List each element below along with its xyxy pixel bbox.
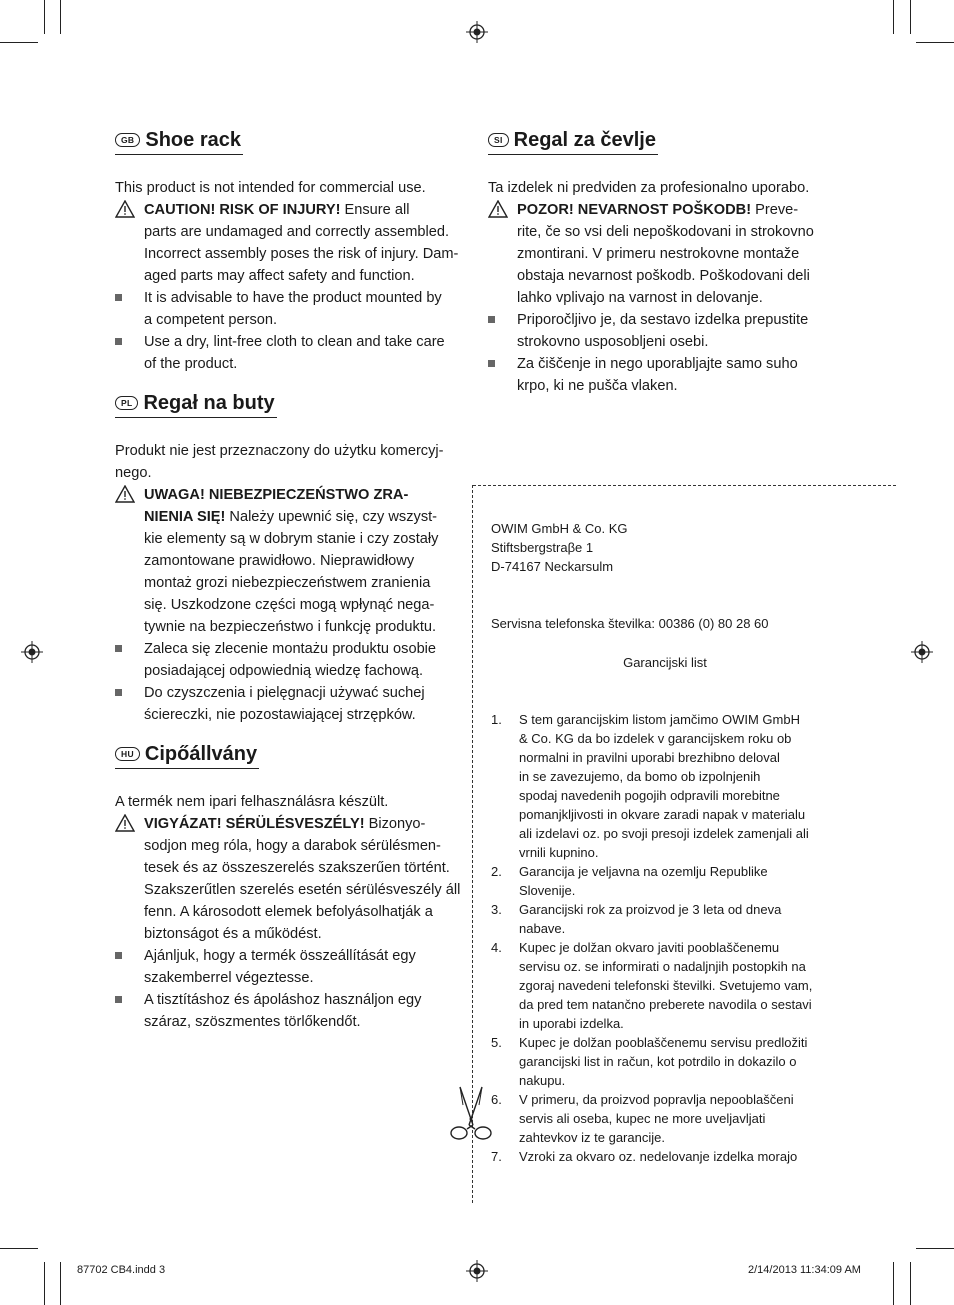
list-item	[115, 682, 467, 726]
warning-text: fenn. A károsodott elemek befolyásolhatják a	[144, 904, 433, 920]
warning-text: Szakszerűtlen szerelés esetén sérülésveszély áll	[144, 882, 461, 898]
list-item-text: Zaleca się zlecenie montażu produktu osobie	[144, 641, 437, 657]
list-item-text: S tem garancijskim listom jamčimo OWIM GmbH	[519, 712, 800, 727]
list-item-text: nabave.	[519, 921, 566, 936]
list-item-text: ściereczki, nie pozostawiającej strzępków.	[144, 707, 416, 723]
section-title: Regał na buty	[143, 392, 275, 414]
warning-text: aged parts may affect safety and function.	[144, 268, 415, 284]
warning-text: Incorrect assembly poses the risk of injury. Dam-	[144, 246, 459, 262]
item-number: 2.	[491, 864, 502, 879]
list-item	[491, 938, 836, 1033]
list-item-text: da pred tem natančno preberete navodila o sestavi	[519, 997, 812, 1012]
list-item	[115, 331, 465, 375]
warning-text: biztonságot és a működést.	[144, 926, 322, 942]
bullet-square	[115, 294, 122, 301]
list-item-text: posiadającej odpowiednią wiedzę fachową.	[144, 663, 424, 679]
warning-block	[488, 199, 843, 309]
section-title: Shoe rack	[145, 129, 241, 151]
bullet-square	[115, 689, 122, 696]
warning-text: Preve-	[751, 202, 799, 218]
section-title-hu	[115, 740, 259, 769]
list-item	[491, 1147, 836, 1166]
list-item-text: spodaj navedenih pogojih odpravili morebitne	[519, 788, 780, 803]
section-title-si	[488, 126, 658, 155]
list-item-text: Kupec je dolžan okvaro javiti pooblaščenemu	[519, 940, 780, 955]
item-number: 4.	[491, 940, 502, 955]
list-item-text: zahtevkov iz te garancije.	[519, 1130, 665, 1145]
list-item-text: Za čiščenje in nego uporabljajte samo suho	[517, 356, 798, 372]
list-item-text: A tisztításhoz és ápoláshoz használjon egy	[144, 992, 422, 1008]
language-badge: HU	[115, 747, 140, 761]
warning-label: NIENIA SIĘ!	[144, 509, 226, 525]
item-number: 5.	[491, 1035, 502, 1050]
warning-text: Należy upewnić się, czy wszyst-	[225, 509, 438, 525]
service-phone: Servisna telefonska številka: 00386 (0) 80 28 60	[491, 616, 769, 631]
list-item-text: strokovno usposobljeni osebi.	[517, 334, 709, 350]
list-item-text: száraz, szöszmentes törlőkendőt.	[144, 1014, 361, 1030]
list-item-text: Do czyszczenia i pielęgnacji używać suchej	[144, 685, 425, 701]
warranty-list	[491, 710, 836, 1166]
bullet-square	[115, 645, 122, 652]
bullet-square	[488, 316, 495, 323]
list-item-text: krpo, ki ne pušča vlaken.	[517, 378, 678, 394]
warning-block	[115, 199, 465, 287]
list-item-text: Kupec je dolžan pooblaščenemu servisu predložiti	[519, 1035, 808, 1050]
list-item-text: vrnili kupnino.	[519, 845, 599, 860]
warning-label: POZOR! NEVARNOST POŠKODB!	[517, 202, 752, 218]
warning-text: tesek és az összeszerelés szakszerűen történt.	[144, 860, 450, 876]
intro-text: A termék nem ipari felhasználásra készült.	[115, 794, 389, 810]
list-item-text: zgoraj navedeni telefonski številki. Svetujemo vam,	[519, 978, 813, 993]
list-item	[491, 1033, 836, 1090]
warning-text: obstaja nevarnost poškodb. Poškodovani deli	[517, 268, 810, 284]
list-item	[115, 287, 465, 331]
list-item	[115, 945, 467, 989]
warning-label: UWAGA! NIEBEZPIECZEŃSTWO ZRA-	[144, 487, 409, 503]
warning-label: CAUTION! RISK OF INJURY!	[144, 202, 341, 218]
company-address	[491, 519, 851, 576]
section-si	[488, 126, 843, 397]
warning-text: kie elementy są w dobrym stanie i czy zostały	[144, 531, 439, 547]
registration-mark-icon	[466, 1260, 488, 1282]
section-gb	[115, 126, 465, 375]
list-item-text: V primeru, da proizvod popravlja nepooblaščeni	[519, 1092, 794, 1107]
bullet-square	[115, 952, 122, 959]
list-item-text: Use a dry, lint-free cloth to clean and take care	[144, 334, 445, 350]
warning-text: tywnie na bezpieczeństwo i funkcję produktu.	[144, 619, 437, 635]
warning-label: VIGYÁZAT! SÉRÜLÉSVESZÉLY!	[144, 816, 365, 832]
footer-datetime: 2/14/2013 11:34:09 AM	[748, 1264, 861, 1276]
list-item-text: servisu oz. se informirati o nadaljnjih postopkih na	[519, 959, 806, 974]
language-badge: PL	[115, 396, 138, 410]
section-hu	[115, 740, 467, 1033]
list-item-text: in se zavezujemo, da bomo ob izpolnjenih	[519, 769, 761, 784]
section-title: Cipőállvány	[144, 743, 258, 765]
warning-text: zmontirani. V primeru nestrokovne montaže	[517, 246, 800, 262]
bullet-square	[115, 996, 122, 1003]
list-item-text: normalni in pravilni uporabi brezhibno deloval	[519, 750, 780, 765]
item-number: 6.	[491, 1092, 502, 1107]
intro-text: nego.	[115, 465, 152, 481]
registration-mark-icon	[466, 21, 488, 43]
list-item	[488, 353, 843, 397]
item-number: 7.	[491, 1149, 502, 1164]
warranty-heading: Garancijski list	[623, 655, 707, 670]
list-item-text: Slovenije.	[519, 883, 576, 898]
company-street: Stiftsbergstraβe 1	[491, 540, 594, 555]
bullet-square	[115, 338, 122, 345]
list-item-text: ali izdelavi oz. po svoji presoji izdelek zamenjali ali	[519, 826, 809, 841]
list-item-text: pomanjkljivosti in okvare zaradi napak v materialu	[519, 807, 806, 822]
list-item-text: szakemberrel végeztesse.	[144, 970, 314, 986]
registration-mark-icon	[21, 641, 43, 663]
warning-text: się. Uszkodzone części mogą wpłynąć nega-	[144, 597, 435, 613]
company-city: D-74167 Neckarsulm	[491, 559, 614, 574]
warning-text: sodjon meg róla, hogy a darabok sérülésmen-	[144, 838, 441, 854]
item-number: 1.	[491, 712, 502, 727]
list-item-text: It is advisable to have the product mounted by	[144, 290, 442, 306]
list-item-text: Ajánljuk, hogy a termék összeállítását egy	[144, 948, 416, 964]
item-number: 3.	[491, 902, 502, 917]
list-item-text: a competent person.	[144, 312, 278, 328]
list-item	[115, 989, 467, 1033]
list-item-text: in uporabi izdelka.	[519, 1016, 624, 1031]
language-badge: GB	[115, 133, 140, 147]
warning-text: lahko vplivajo na varnost in delovanje.	[517, 290, 763, 306]
registration-mark-icon	[911, 641, 933, 663]
language-badge: SI	[488, 133, 509, 147]
section-title: Regal za čevlje	[513, 129, 656, 151]
warning-text: montaż grozi niebezpieczeństwem zranienia	[144, 575, 431, 591]
list-item-text: nakupu.	[519, 1073, 566, 1088]
list-item	[491, 1090, 836, 1147]
list-item-text: of the product.	[144, 356, 238, 372]
intro-text: Ta izdelek ni predviden za profesionalno uporabo.	[488, 180, 810, 196]
list-item-text: servis ali oseba, kupec ne more uveljavljati	[519, 1111, 766, 1126]
list-item-text: garancijski list in račun, kot potrdilo in dokazilo o	[519, 1054, 797, 1069]
warning-text: Ensure all	[340, 202, 410, 218]
section-pl	[115, 389, 467, 726]
warning-text: rite, če so vsi deli nepoškodovani in strokovno	[517, 224, 814, 240]
list-item-text: Vzroki za okvaro oz. nedelovanje izdelka morajo	[519, 1149, 798, 1164]
warning-triangle-icon	[115, 200, 135, 218]
bullet-square	[488, 360, 495, 367]
intro-text: Produkt nie jest przeznaczony do użytku komercyj-	[115, 443, 444, 459]
company-name: OWIM GmbH & Co. KG	[491, 521, 628, 536]
cut-line-horizontal	[473, 485, 896, 486]
list-item-text: & Co. KG da bo izdelek v garancijskem roku ob	[519, 731, 792, 746]
list-item	[491, 862, 836, 900]
list-item	[488, 309, 843, 353]
warning-triangle-icon	[115, 814, 135, 832]
warning-block	[115, 484, 467, 638]
intro-text: This product is not intended for commercial use.	[115, 180, 426, 196]
warning-triangle-icon	[488, 200, 508, 218]
list-item	[115, 638, 467, 682]
section-title-gb	[115, 126, 243, 155]
list-item-text: Garancija je veljavna na ozemlju Republike	[519, 864, 768, 879]
warning-text: Bizonyo-	[364, 816, 426, 832]
list-item	[491, 900, 836, 938]
list-item	[491, 710, 836, 862]
scissors-icon	[446, 1085, 496, 1145]
warning-triangle-icon	[115, 485, 135, 503]
section-title-pl	[115, 389, 277, 418]
warning-block	[115, 813, 467, 945]
list-item-text: Garancijski rok za proizvod je 3 leta od dneva	[519, 902, 782, 917]
warning-text: parts are undamaged and correctly assembled.	[144, 224, 450, 240]
list-item-text: Priporočljivo je, da sestavo izdelka prepustite	[517, 312, 809, 328]
footer-file: 87702 CB4.indd 3	[77, 1264, 166, 1276]
warning-text: zamontowane prawidłowo. Nieprawidłowy	[144, 553, 415, 569]
